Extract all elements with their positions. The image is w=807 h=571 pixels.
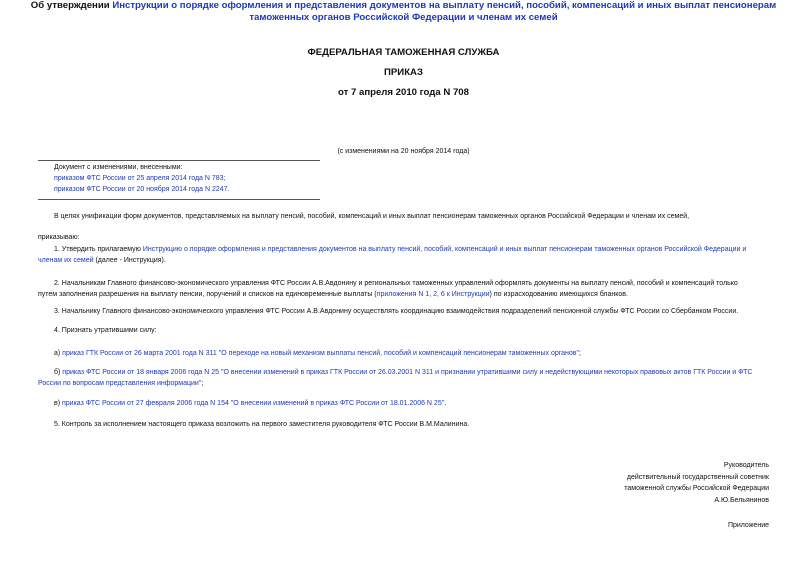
instruction-link[interactable]: Инструкцию о порядке оформления и представления документов на выплату пенсий, пособий, компенсаций и иных выплат пенсионерам таможенных органов Российской Федерации и <box>142 246 747 253</box>
signature-name: А.Ю.Бельянинов <box>714 496 769 504</box>
appendix-label: Приложение <box>727 522 769 529</box>
paragraph-5: 5. Контроль за исполнением настоящего приказа возложить на первого заместителя руководителя ФТС России В.М.Малинина. <box>54 421 470 428</box>
repeal-item-b: б) приказ ФТС России от 18 января 2006 года N 25 "О внесении изменений в приказ ГТК России от 26.03.2001 N 311 и признании утратившими силу и недействующими некоторых правовых актов ГТК России и ФТС <box>54 369 753 376</box>
signature-service: таможенной службы Российской Федерации <box>624 485 769 492</box>
changes-box <box>54 162 229 195</box>
repeal-item-c: в) приказ ФТС России от 27 февраля 2006 года N 154 "О внесении изменений в приказ ФТС России от 18.01.2006 N 25". <box>54 400 447 407</box>
signature-rank: действительный государственный советник <box>626 473 769 481</box>
repeal-link-c[interactable]: приказ ФТС России от 27 февраля 2006 года N 154 "О внесении изменений в приказ ФТС России от 18.01.2006 N 25" <box>62 400 445 407</box>
agency-name: ФЕДЕРАЛЬНАЯ ТАМОЖЕННАЯ СЛУЖБА <box>307 47 500 58</box>
changes-box-top-rule <box>38 160 320 161</box>
document-type: ПРИКАЗ <box>384 67 423 78</box>
repeal-link-b-cont[interactable]: России по вопросам представления информации" <box>38 380 202 387</box>
paragraph-4: 4. Признать утратившими силу: <box>54 327 157 334</box>
order-date-number: от 7 апреля 2010 года N 708 <box>338 87 469 98</box>
title-prefix: Об утверждении <box>30 0 113 11</box>
repeal-link-b[interactable]: приказ ФТС России от 18 января 2006 года N 25 "О внесении изменений в приказ ГТК России от 26.03.2001 N 311 и признании утратившими силу и недействующими некоторых правовых актов ГТК России и ФТС <box>62 369 753 376</box>
amendment-note: (с изменениями на 20 ноября 2014 года) <box>337 148 470 155</box>
paragraph-2: 2. Начальникам Главного финансово-экономического управления ФТС России А.В.Авдонину и региональных таможенных управлений оформлять документы на выплату пенсий, пособий и компенсаций только <box>54 280 738 287</box>
instruction-link-cont[interactable]: членам их семей <box>38 257 94 264</box>
amendment-link-2014-2247[interactable]: приказом ФТС России от 20 ноября 2014 года N 2247. <box>54 186 230 193</box>
repeal-item-a: а) приказ ГТК России от 26 марта 2001 года N 311 "О переходе на новый механизм выплаты пенсий, пособий и компенсаций пенсионерам таможенных органов"; <box>54 350 581 357</box>
signature-position: Руководитель <box>723 462 769 469</box>
paragraph-3: 3. Начальнику Главного финансово-экономического управления ФТС России А.В.Авдонину осуществлять координацию взаимодействия подразделений пенсионной службы ФТС России со Сбербанком России. <box>54 308 739 315</box>
instruction-title-link[interactable]: Инструкции о порядке оформления и представления документов на выплату пенсий, пособий, компенсаций и иных выплат пенсионерам таможенных органов Российской Федерации и членам их семей <box>112 0 777 23</box>
paragraph-1: 1. Утвердить прилагаемую Инструкцию о порядке оформления и представления документов на выплату пенсий, пособий, компенсаций и иных выплат пенсионерам таможенных органов Российской Федерации и <box>54 246 747 253</box>
repeal-item-b-cont: России по вопросам представления информации"; <box>38 380 204 387</box>
signature-block <box>624 460 769 506</box>
preamble-paragraph: В целях унификации форм документов, представляемых на выплату пенсий, пособий, компенсаций и иных выплат пенсионерам таможенных органов Российской Федерации и членам их семей, <box>54 213 690 220</box>
changes-heading: Документ с изменениями, внесенными: <box>54 164 183 171</box>
repeal-link-a[interactable]: приказ ГТК России от 26 марта 2001 года N 311 "О переходе на новый механизм выплаты пенсий, пособий и компенсаций пенсионерам таможенных органов" <box>62 350 580 357</box>
paragraph-1-cont: членам их семей (далее - Инструкция). <box>38 257 166 264</box>
paragraph-2-cont: путем заполнения разрешения на выплату пенсии, поручений и списков на единовременные выплаты (приложения N 1, 2, 6 к Инструкции) по израсходованию имеющихся бланков. <box>38 291 628 298</box>
document-title <box>0 0 807 24</box>
appendices-link[interactable]: приложения N 1, 2, 6 к Инструкции <box>376 291 490 298</box>
amendment-link-2014-783[interactable]: приказом ФТС России от 25 апреля 2014 года N 783; <box>54 175 226 182</box>
order-word: приказываю: <box>38 234 80 241</box>
changes-box-bottom-rule <box>38 199 320 200</box>
